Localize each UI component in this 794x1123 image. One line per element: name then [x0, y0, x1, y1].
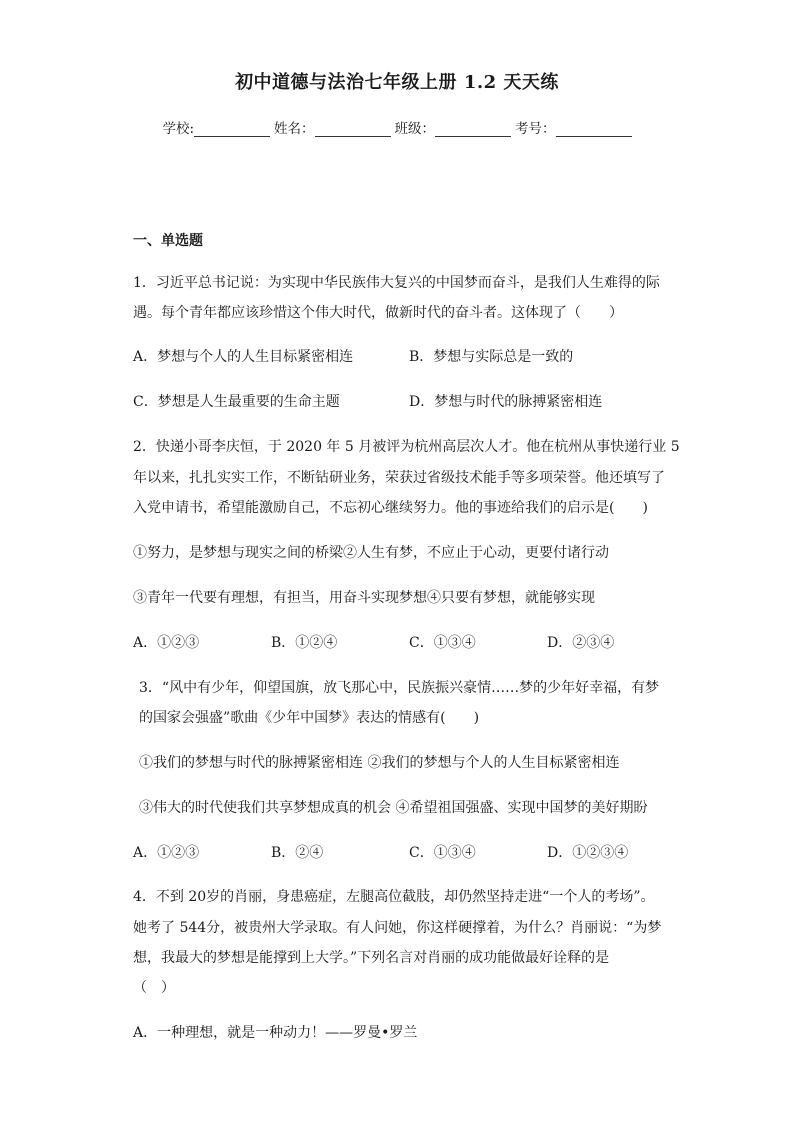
q3-option-b: B．②④	[271, 845, 324, 861]
q1-stem-line1: 1．习近平总书记说：为实现中华民族伟大复兴的中国梦而奋斗，是我们人生难得的际	[133, 275, 660, 291]
q1-option-d: D．梦想与时代的脉搏紧密相连	[409, 394, 603, 410]
section-heading: 一、单选题	[133, 233, 203, 249]
school-label: 学校:	[162, 121, 195, 137]
class-label: 班级：	[394, 121, 436, 137]
school-blank[interactable]	[194, 120, 270, 137]
exam-no-label: 考号：	[515, 121, 556, 137]
student-info-row	[0, 117, 794, 137]
q4-option-a: A．一种理想，就是一种动力！——罗曼•罗兰	[133, 1025, 418, 1041]
q2-statement2: ③青年一代要有理想，有担当，用奋斗实现梦想④只要有梦想，就能够实现	[133, 590, 595, 606]
q1-option-b: B．梦想与实际总是一致的	[409, 349, 574, 365]
page-title: 初中道德与法治七年级上册 1.2 天天练	[235, 72, 559, 93]
name-blank[interactable]	[315, 120, 391, 137]
q1-option-c: C．梦想是人生最重要的生命主题	[133, 394, 340, 410]
q3-option-d: D．①②③④	[547, 845, 629, 861]
name-label: 姓名：	[274, 121, 315, 137]
q3-option-a: A．①②③	[133, 845, 200, 861]
q2-option-b: B．①②④	[271, 635, 338, 651]
q2-option-a: A．①②③	[133, 635, 200, 651]
q4-answer-paren: （ ）	[133, 980, 175, 996]
q3-stem-line1: 3．“风中有少年，仰望国旗，放飞那心中，民族振兴豪情……梦的少年好幸福，有梦	[139, 680, 660, 696]
q4-stem-line3: 想，我最大的梦想是能撑到上大学。”下列名言对肖丽的成功能做最好诠释的是	[133, 950, 610, 966]
q2-stem-line2: 年以来，扎扎实实工作，不断钻研业务，荣获过省级技术能手等多项荣誉。他还填写了	[133, 470, 665, 486]
q2-option-d: D．②③④	[547, 635, 615, 651]
q3-statement2: ③伟大的时代使我们共享梦想成真的机会 ④希望祖国强盛、实现中国梦的美好期盼	[139, 800, 648, 816]
q3-stem-line2: 的国家会强盛”歌曲《少年中国梦》表达的情感有( )	[139, 710, 480, 726]
q3-statement1: ①我们的梦想与时代的脉搏紧密相连 ②我们的梦想与个人的人生目标紧密相连	[139, 755, 620, 771]
q1-option-a: A．梦想与个人的人生目标紧密相连	[133, 349, 354, 365]
q4-stem-line2: 她考了 544分，被贵州大学录取。有人问她，你这样硬撑着，为什么？肖丽说：“为梦	[133, 920, 662, 936]
q1-stem-line2: 遇。每个青年都应该珍惜这个伟大时代，做新时代的奋斗者。这体现了（ ）	[133, 305, 623, 321]
q4-stem-line1: 4．不到 20岁的肖丽，身患癌症，左腿高位截肢，却仍然坚持走进“一个人的考场”。	[133, 889, 655, 905]
q2-stem-line1: 2．快递小哥李庆恒，于 2020 年 5 月被评为杭州高层次人才。他在杭州从事快递行业 5	[133, 439, 680, 455]
q2-statement1: ①努力，是梦想与现实之间的桥梁②人生有梦，不应止于心动，更要付诸行动	[133, 545, 609, 561]
class-blank[interactable]	[435, 120, 511, 137]
q2-option-c: C．①③④	[409, 635, 476, 651]
exam-no-blank[interactable]	[556, 120, 632, 137]
q2-stem-line3: 入党申请书，希望能激励自己，不忘初心继续努力。他的事迹给我们的启示是( )	[133, 500, 648, 516]
q3-option-c: C．①③④	[409, 845, 476, 861]
